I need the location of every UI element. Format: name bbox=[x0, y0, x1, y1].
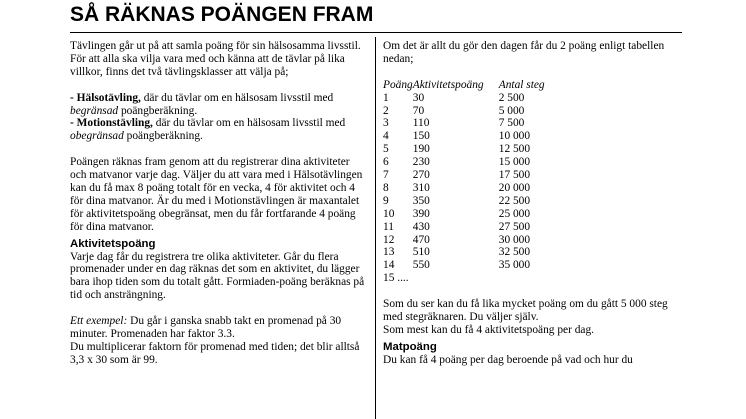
table-row bbox=[383, 143, 609, 156]
table-cell: 230 bbox=[412, 156, 430, 169]
table-cell: 15 000 bbox=[498, 156, 531, 169]
class-health-item: - Hälsotävling, där du tävlar om en hälsosam livsstil med begränsad poängberäkning. bbox=[70, 91, 334, 117]
table-row bbox=[383, 92, 609, 105]
table-row bbox=[383, 259, 609, 272]
table-cell: 17 500 bbox=[498, 169, 531, 182]
table-cell: 70 bbox=[412, 104, 425, 117]
table-intro: Om det är allt du gör den dagen får du 2 poäng enligt tabellen nedan; bbox=[383, 40, 665, 65]
class-exercise-item: - Motionstävling, där du tävlar om en hälsosam livsstil med obegränsad poängberäkning. bbox=[70, 117, 346, 143]
table-row bbox=[383, 246, 609, 259]
example-paragraph: Ett exempel: Du går i ganska snabb takt en promenad på 30 minuter. Promenaden har faktor 3.3. bbox=[70, 315, 342, 340]
table-cell: 5 bbox=[383, 143, 389, 156]
table-cell: 6 bbox=[383, 156, 389, 169]
table-cell: 4 bbox=[383, 130, 389, 143]
food-paragraph: Du kan få 4 poäng per dag beroende på vad och hur du bbox=[383, 353, 633, 366]
title-underline bbox=[70, 32, 682, 33]
table-cell: 32 500 bbox=[498, 246, 531, 259]
class-exercise-label: - Motionstävling, bbox=[70, 117, 153, 130]
table-cell: 13 bbox=[383, 246, 395, 259]
table-cell: 550 bbox=[412, 259, 430, 272]
table-cell: 10 000 bbox=[498, 130, 531, 143]
intro-paragraph: Tävlingen går ut på att samla poäng för sin hälsosamma livsstil. För att alla ska vilja vara med och känna att de tävlar på lika villkor, finns det två tävlingsklasser att välja på; bbox=[70, 40, 361, 78]
header-steps: Antal steg bbox=[498, 78, 545, 91]
table-row bbox=[383, 156, 609, 169]
right-column bbox=[383, 40, 683, 367]
header-activity-points: Aktivitetspoäng bbox=[412, 78, 484, 91]
table-cell: 25 000 bbox=[498, 207, 531, 220]
table-cell: 11 bbox=[383, 220, 394, 233]
table-cell: 5 000 bbox=[498, 104, 525, 117]
left-column bbox=[70, 40, 368, 367]
table-cell: 8 bbox=[383, 181, 389, 194]
table-cell: 2 500 bbox=[498, 91, 525, 104]
table-cell: 2 bbox=[383, 104, 389, 117]
header-points: Poäng bbox=[383, 78, 413, 91]
table-cell: 1 bbox=[383, 91, 389, 104]
table-last-row: 15 .... bbox=[383, 272, 409, 285]
table-header-row bbox=[383, 79, 609, 92]
table-row bbox=[383, 182, 609, 195]
table-cell: 350 bbox=[412, 194, 430, 207]
table-cell: 510 bbox=[412, 246, 430, 259]
table-cell: 430 bbox=[412, 220, 430, 233]
table-cell: 10 bbox=[383, 207, 395, 220]
table-cell: 12 bbox=[383, 233, 395, 246]
table-cell: 390 bbox=[412, 207, 430, 220]
class-health-label: - Hälsotävling, bbox=[70, 91, 141, 104]
table-cell: 110 bbox=[412, 117, 430, 130]
table-cell: 35 000 bbox=[498, 259, 531, 272]
table-cell: 310 bbox=[412, 181, 430, 194]
column-divider bbox=[375, 37, 376, 419]
table-cell: 30 000 bbox=[498, 233, 531, 246]
table-cell: 190 bbox=[412, 143, 430, 156]
table-cell: 7 500 bbox=[498, 117, 525, 130]
table-row bbox=[383, 169, 609, 182]
table-row bbox=[383, 195, 609, 208]
example-calculation: Du multiplicerar faktorn för promenad med tiden; det blir alltså 3,3 x 30 som är 99. bbox=[70, 340, 360, 366]
table-row bbox=[383, 117, 609, 130]
food-points-heading: Matpoäng bbox=[383, 340, 437, 353]
activity-paragraph: Varje dag får du registrera tre olika aktiviteter. Går du flera promenader under en dag räknas det som en aktivitet, du lägger bara ihop tiden som du totalt gått. Formiaden-poäng beräknas på tid och ansträngning. bbox=[70, 250, 365, 302]
table-cell: 27 500 bbox=[498, 220, 531, 233]
table-row bbox=[383, 234, 609, 247]
table-cell: 30 bbox=[412, 91, 425, 104]
activity-points-heading: Aktivitetspoäng bbox=[70, 237, 156, 250]
table-row bbox=[383, 130, 609, 143]
table-cell: 7 bbox=[383, 169, 389, 182]
table-cell: 3 bbox=[383, 117, 389, 130]
table-row bbox=[383, 105, 609, 118]
page-title: SÅ RÄKNAS POÄNGEN FRAM bbox=[70, 3, 374, 26]
table-row bbox=[383, 208, 609, 221]
table-cell: 470 bbox=[412, 233, 430, 246]
steps-paragraph: Som du ser kan du få lika mycket poäng om du gått 5 000 steg med stegräknaren. Du väljer själv. bbox=[383, 298, 668, 323]
table-cell: 14 bbox=[383, 259, 395, 272]
table-cell: 9 bbox=[383, 194, 389, 207]
table-cell: 150 bbox=[412, 130, 430, 143]
table-cell: 20 000 bbox=[498, 181, 531, 194]
points-table bbox=[383, 79, 609, 273]
table-cell: 12 500 bbox=[498, 143, 531, 156]
max-points-paragraph: Som mest kan du få 4 aktivitetspoäng per dag. bbox=[383, 323, 594, 336]
table-cell: 22 500 bbox=[498, 194, 531, 207]
table-row bbox=[383, 221, 609, 234]
table-cell: 270 bbox=[412, 169, 430, 182]
points-paragraph: Poängen räknas fram genom att du registrerar dina aktiviteter och matvanor varje dag. Väljer du att vara med i Hälsotävlingen kan du få max 8 poäng totalt för en vecka, 4 för aktivitet och 4 för dina matvanor. Är du med i Motionstävlingen är maxantalet för aktivitetspoäng obegränsat, men du får fortfarande 4 poäng för dina matvanor. bbox=[70, 156, 363, 233]
